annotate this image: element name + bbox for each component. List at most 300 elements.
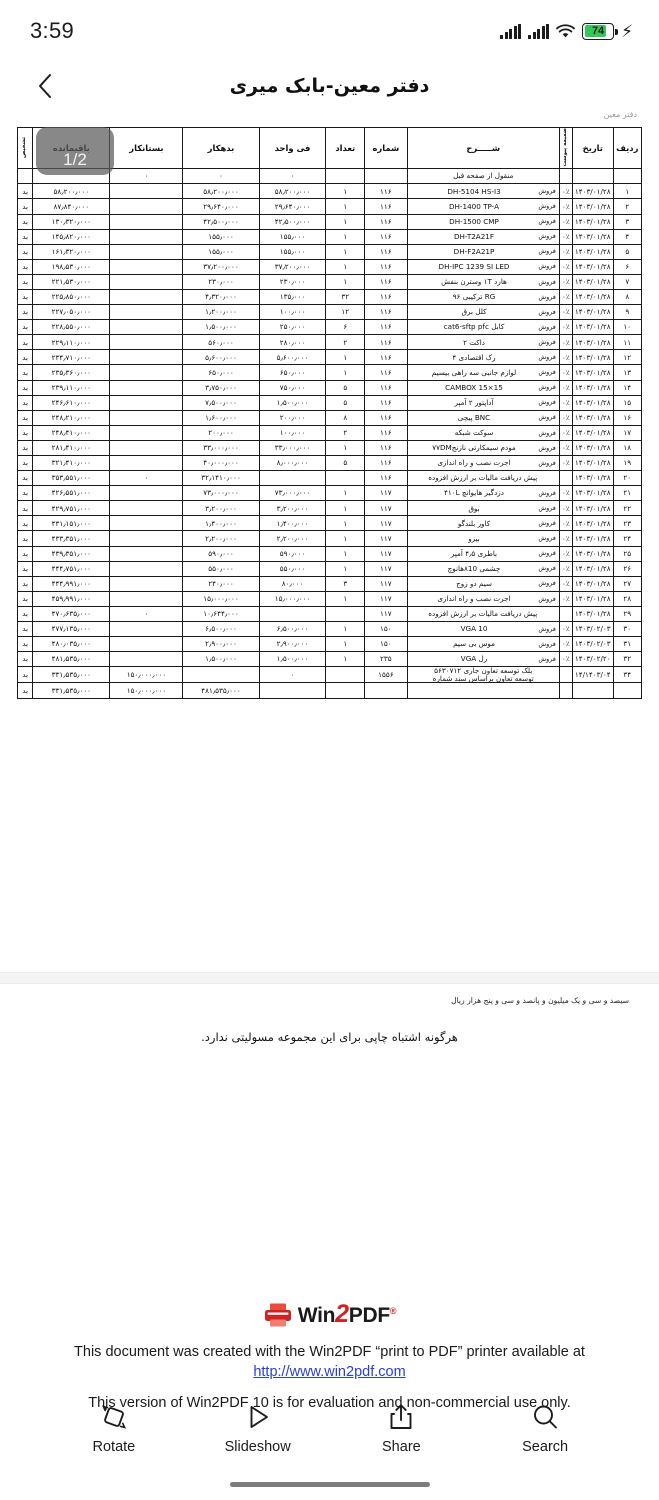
cell-tashkhis: بد <box>18 214 33 229</box>
cell-tedad: ٢ <box>326 425 365 440</box>
sale-tag: فروش <box>538 247 556 256</box>
header-shomare: شماره <box>365 128 408 169</box>
cell-radif: ۶ <box>613 259 641 274</box>
cell-tedad: ١ <box>326 199 365 214</box>
cell-tarikh: ١۴٠٣/٠١/٢٨ <box>573 606 614 621</box>
cell-zamime: ٪٠ <box>559 516 572 531</box>
cell-fi: ٧۵٠٫٠٠٠ <box>259 380 326 395</box>
table-row <box>18 320 642 335</box>
cell-sharh <box>407 395 559 410</box>
cell-fi: ۴٢٫۵٠٠٫٠٠٠ <box>259 214 326 229</box>
cell-bedehkar: ۵۵٠٫٠٠٠ <box>183 561 259 576</box>
cell-bedehkar <box>183 667 259 683</box>
cell-tashkhis: بد <box>18 425 33 440</box>
cell-tedad: ١ <box>326 229 365 244</box>
cell-baghimande: ٢٣٩٫١١٠٫٠٠٠ <box>33 380 110 395</box>
totals-row <box>18 683 642 698</box>
sharh-text: CAMBOX 15×15 <box>445 382 503 392</box>
cell-shomare: ١١۶ <box>365 471 408 486</box>
cell-radif: ١٧ <box>613 425 641 440</box>
cell-tarikh: ١۴٠٣/٠١/٢٨ <box>573 591 614 606</box>
cell-shomare: ١١۶ <box>365 184 408 199</box>
status-bar <box>0 0 659 62</box>
cell-sharh <box>407 244 559 259</box>
header-zamime: ضمیمه پیوست <box>559 128 572 169</box>
document-viewer[interactable] <box>0 110 659 1044</box>
sharh-text: داکت ٢ <box>463 337 485 347</box>
cell-tarikh: ١۴٠٣/٠١/٢٨ <box>573 471 614 486</box>
cell-tashkhis: بد <box>18 335 33 350</box>
cell-bestankar <box>110 365 183 380</box>
cell-baghimande: ٢٢٧٫٠۵٠٫٠٠٠ <box>33 305 110 320</box>
cell-fi: ٢٩٫۶۴٠٫٠٠٠ <box>259 199 326 214</box>
cell-shomare: ١١۶ <box>365 259 408 274</box>
cell-baghimande: ٣٣١٫۵٣۵٫٠٠٠ <box>33 667 110 683</box>
cell-fi: ٨٠٫٠٠٠ <box>259 576 326 591</box>
cell-radif: ٢١ <box>613 486 641 501</box>
brand-prefix: Win <box>297 1304 336 1327</box>
table-row <box>18 622 642 637</box>
cell-tashkhis: بد <box>18 652 33 667</box>
sharh-text: چشمی ٨10هانوچ <box>447 563 501 573</box>
page-indicator-badge: 1/2 <box>36 127 114 175</box>
carry-bestankar: ٠ <box>110 169 183 184</box>
sale-tag: فروش <box>538 217 556 226</box>
cell-tedad: ١ <box>326 546 365 561</box>
registered-mark: ® <box>389 1306 397 1316</box>
cell-tedad: ١ <box>326 486 365 501</box>
cell-tashkhis: بد <box>18 516 33 531</box>
cell-zamime: ٪٠ <box>559 365 572 380</box>
cell-shomare: ١١۶ <box>365 214 408 229</box>
cell-fi: ١٫۴٠٠٫٠٠٠ <box>259 516 326 531</box>
cell-baghimande: ۴۵٩٫٩٩١٫٠٠٠ <box>33 591 110 606</box>
cell-sharh <box>407 531 559 546</box>
cell-sharh <box>407 516 559 531</box>
cell-fi: ٢۵٠٫٠٠٠ <box>259 320 326 335</box>
sale-tag: فروش <box>538 322 556 331</box>
cell-shomare: ١١٧ <box>365 531 408 546</box>
cell-zamime: ٪٠ <box>559 274 572 289</box>
cell-radif: ١٠ <box>613 320 641 335</box>
cell-zamime: ٪٠ <box>559 501 572 516</box>
ledger-table <box>17 127 642 699</box>
table-row <box>18 410 642 425</box>
cell-tashkhis: بد <box>18 395 33 410</box>
cell-sharh <box>407 591 559 606</box>
total-tarikh <box>573 683 614 698</box>
cell-bestankar <box>110 184 183 199</box>
sharh-text: DH-T2A21F <box>453 231 495 241</box>
section-divider <box>0 972 659 984</box>
cell-zamime: ٪٠ <box>559 546 572 561</box>
cell-sharh <box>407 214 559 229</box>
cell-bedehkar: ١٫٢٠٠٫٠٠٠ <box>183 305 259 320</box>
cell-bestankar <box>110 214 183 229</box>
cell-tashkhis: بد <box>18 637 33 652</box>
cell-tashkhis: بد <box>18 365 33 380</box>
cell-baghimande: ۴٨٠٫٠٣۵٫٠٠٠ <box>33 637 110 652</box>
cell-bestankar <box>110 305 183 320</box>
sharh-text: رک اقتصادی ۴ <box>452 352 496 362</box>
cell-bestankar <box>110 395 183 410</box>
cell-sharh <box>407 546 559 561</box>
cell-shomare: ١۵٠ <box>365 622 408 637</box>
cell-sharh <box>407 410 559 425</box>
cell-fi: ١٠٠٫٠٠٠ <box>259 425 326 440</box>
cell-radif: ٧ <box>613 274 641 289</box>
cell-shomare: ١١٧ <box>365 606 408 621</box>
cell-tashkhis: بد <box>18 622 33 637</box>
cell-zamime: ٪٠ <box>559 335 572 350</box>
cell-tashkhis: بد <box>18 591 33 606</box>
cell-tarikh: ١۴٠٣/٠١/٢٨ <box>573 440 614 455</box>
cell-radif: ٢٠ <box>613 471 641 486</box>
table-row <box>18 214 642 229</box>
sharh-text: بیزو <box>468 533 480 543</box>
sale-tag: فروش <box>538 307 556 316</box>
cell-bestankar: ١۵٠٫٠٠٠٫٠٠٠ <box>110 667 183 683</box>
cell-bestankar <box>110 456 183 471</box>
sharh-text: سوکت شبکه <box>454 428 494 438</box>
cell-baghimande: ۵٨٫٢٠٠٫٠٠٠ <box>33 184 110 199</box>
sale-tag: فروش <box>538 187 556 195</box>
header-tarikh: تاریخ <box>573 128 614 169</box>
cell-zamime: ٪٠ <box>559 576 572 591</box>
cell-fi: ١۵۵٫٠٠٠ <box>259 244 326 259</box>
cell-baghimande: ٢٣۵٫٣۶٠٫٠٠٠ <box>33 365 110 380</box>
cell-tarikh: ١۴٠٣/٠١/٢٨ <box>573 410 614 425</box>
cell-baghimande: ٢٢۵٫٨۵٠٫٠٠٠ <box>33 289 110 304</box>
battery-icon <box>582 23 614 40</box>
cell-baghimande: ۴٢٩٫٧۵١٫٠٠٠ <box>33 501 110 516</box>
cell-fi: ۵٫۶٠٠٫٠٠٠ <box>259 350 326 365</box>
back-button[interactable] <box>30 71 60 101</box>
header-fi: فی واحد <box>259 128 326 169</box>
search-button[interactable] <box>499 1402 591 1455</box>
cell-tashkhis: بد <box>18 456 33 471</box>
cell-baghimande: ۴۴۴٫٧۵١٫٠٠٠ <box>33 561 110 576</box>
cell-zamime: ٪٠ <box>559 561 572 576</box>
cell-tarikh: ١۴٠٣/٠١/٢٨ <box>573 546 614 561</box>
cell-radif: ٢٢ <box>613 501 641 516</box>
cell-shomare: ١١۶ <box>365 320 408 335</box>
sharh-text: کلل برق <box>461 307 487 317</box>
share-button[interactable] <box>355 1402 447 1455</box>
cell-sharh <box>407 289 559 304</box>
cell-tarikh: ١۴٠٣/٠١/٢٨ <box>573 561 614 576</box>
sharh-text: DH-IPC 1239 SI LED <box>438 262 510 272</box>
cell-baghimande: ١۴۵٫٨٢٠٫٠٠٠ <box>33 229 110 244</box>
cell-sharh <box>407 199 559 214</box>
cell-tarikh: ١۴٠٣/٠١/٢٨ <box>573 456 614 471</box>
header-tashkhis: تشخیص <box>18 128 33 169</box>
share-upload-icon <box>386 1402 416 1432</box>
sale-tag: فروش <box>538 488 556 497</box>
sale-tag: فروش <box>538 337 556 346</box>
total-fi <box>259 683 326 698</box>
cell-sharh <box>407 380 559 395</box>
cell-shomare: ١١۶ <box>365 289 408 304</box>
cell-baghimande: ٨٧٫٨۴٠٫٠٠٠ <box>33 199 110 214</box>
sharh-text: DH-1500 CMP <box>449 216 499 226</box>
table-row <box>18 637 642 652</box>
cell-baghimande: ۴٨١٫۵٣۵٫٠٠٠ <box>33 652 110 667</box>
cell-zamime: ٪٠ <box>559 320 572 335</box>
cell-radif: ٩ <box>613 305 641 320</box>
cell-radif: ٢٨ <box>613 591 641 606</box>
cell-sharh <box>407 501 559 516</box>
cell-baghimande: ٢۴٨٫۴١٠٫٠٠٠ <box>33 425 110 440</box>
cell-bedehkar: ١۵۵٫٠٠٠ <box>183 229 259 244</box>
sale-tag: فروش <box>538 202 556 211</box>
cell-radif: ٣٢ <box>613 652 641 667</box>
cell-tashkhis: بد <box>18 305 33 320</box>
sharh-text: کاور بلندگو <box>457 518 491 528</box>
cell-tedad: ١ <box>326 531 365 546</box>
carry-bedehkar: ٠ <box>183 169 259 184</box>
cell-tarikh: ١۴٠٣/٠١/٢٨ <box>573 350 614 365</box>
sale-tag: فروش <box>538 564 556 573</box>
cell-tashkhis: بد <box>18 576 33 591</box>
cell-bedehkar: ١٫۵٠٠٫٠٠٠ <box>183 652 259 667</box>
sale-tag: فروش <box>538 639 556 648</box>
cell-bestankar <box>110 274 183 289</box>
cell-tarikh: ١۴٠٣/٠١/٢٨ <box>573 244 614 259</box>
cell-tedad <box>326 606 365 621</box>
cell-radif: ١۴ <box>613 380 641 395</box>
cell-tashkhis: بد <box>18 606 33 621</box>
cell-radif: ٨ <box>613 289 641 304</box>
cell-bestankar <box>110 350 183 365</box>
cell-tedad: ١ <box>326 516 365 531</box>
cell-tedad: ١ <box>326 622 365 637</box>
table-row <box>18 606 642 621</box>
cell-bedehkar: ۵٩٠٫٠٠٠ <box>183 546 259 561</box>
sharh-text: سیم دو زوج <box>456 579 492 589</box>
cell-bedehkar: ١٫۶٠٠٫٠٠٠ <box>183 410 259 425</box>
cell-shomare: ١١٧ <box>365 546 408 561</box>
cell-tashkhis: بد <box>18 486 33 501</box>
cell-tashkhis: بد <box>18 199 33 214</box>
cell-shomare: ١١۶ <box>365 410 408 425</box>
sharh-text: مودم سیمکارتی نازنج٧٧DM <box>432 443 516 453</box>
cell-tarikh: ١۴٠٣/٠٢/٠٣ <box>573 637 614 652</box>
cell-radif: ١۶ <box>613 410 641 425</box>
cell-bedehkar: ٢٫٩٠٠٫٠٠٠ <box>183 637 259 652</box>
cell-shomare: ١١٧ <box>365 576 408 591</box>
table-row <box>18 244 642 259</box>
cell-tedad: ١ <box>326 214 365 229</box>
slideshow-label: Slideshow <box>224 1438 291 1455</box>
cell-shomare: ١١٧ <box>365 561 408 576</box>
cell-bestankar <box>110 486 183 501</box>
cell-tedad: ١ <box>326 184 365 199</box>
rotate-label: Rotate <box>92 1438 136 1455</box>
cell-shomare: ١١۶ <box>365 395 408 410</box>
cell-zamime: ٪٠ <box>559 350 572 365</box>
cell-bedehkar: ١٫۴٠٠٫٠٠٠ <box>183 516 259 531</box>
cell-bedehkar: ١۵٫٠٠٠٫٠٠٠ <box>183 591 259 606</box>
cell-tashkhis: بد <box>18 667 33 683</box>
table-row <box>18 184 642 199</box>
cell-baghimande: ٢٢٨٫۵۵٠٫٠٠٠ <box>33 320 110 335</box>
cell-fi: ٣٧٫٢٠٠٫٠٠٠ <box>259 259 326 274</box>
cell-bedehkar: ۵۶٠٫٠٠٠ <box>183 335 259 350</box>
slideshow-button[interactable] <box>212 1402 304 1455</box>
cell-fi: ۵٩٠٫٠٠٠ <box>259 546 326 561</box>
cell-bestankar <box>110 516 183 531</box>
cell-radif: ٣۴ <box>613 667 641 683</box>
cell-sharh <box>407 486 559 501</box>
carry-fi: ٠ <box>259 169 326 184</box>
nav-bar <box>0 62 659 110</box>
header-tedad: تعداد <box>326 128 365 169</box>
cell-fi: ٠ <box>259 667 326 683</box>
cell-baghimande: ١٩٨٫۵٣٠٫٠٠٠ <box>33 259 110 274</box>
cell-shomare: ١١۶ <box>365 335 408 350</box>
cell-tedad: ١ <box>326 365 365 380</box>
table-row <box>18 501 642 516</box>
cell-bedehkar: ١۵۵٫٠٠٠ <box>183 244 259 259</box>
cell-shomare: ١١٧ <box>365 516 408 531</box>
printing-disclaimer: هرگونه اشتباه چاپی برای این مجموعه مسولیتی ندارد. <box>201 1030 458 1044</box>
cell-shomare: ١۵٠ <box>365 637 408 652</box>
cell-tashkhis: بد <box>18 380 33 395</box>
total-sharh <box>407 683 559 698</box>
cell-tedad: ١٢ <box>326 305 365 320</box>
cell-radif: ١ <box>613 184 641 199</box>
cell-sharh <box>407 667 559 683</box>
sale-tag: فروش <box>538 413 556 422</box>
cell-fi: ۵٨٫٢٠٠٫٠٠٠ <box>259 184 326 199</box>
cell-baghimande: ١٣٠٫٣٢٠٫٠٠٠ <box>33 214 110 229</box>
cell-bedehkar: ٣٢٫١۴١٠٫٠٠٠ <box>183 471 259 486</box>
cell-tedad: ١ <box>326 350 365 365</box>
cell-tedad: ٢ <box>326 335 365 350</box>
cell-shomare: ١١٧ <box>365 591 408 606</box>
cell-zamime: ٪٠ <box>559 214 572 229</box>
cell-zamime: ٪٠ <box>559 456 572 471</box>
rotate-button[interactable] <box>68 1402 160 1455</box>
cell-tedad: ١ <box>326 244 365 259</box>
cell-tashkhis: بد <box>18 259 33 274</box>
table-row <box>18 289 642 304</box>
battery-level: 74 <box>591 24 605 37</box>
win2pdf-link[interactable]: http://www.win2pdf.com <box>253 1364 406 1381</box>
cell-bestankar <box>110 622 183 637</box>
cell-sharh <box>407 637 559 652</box>
sharh-text: پیش دریافت مالیات بر ارزش افزوده <box>428 609 538 619</box>
cell-baghimande: ٣۵٣٫۵۵١٫٠٠٠ <box>33 471 110 486</box>
cell-radif: ٢۵ <box>613 546 641 561</box>
cell-tedad: ١ <box>326 501 365 516</box>
cell-bedehkar: ۴٫٣٢٠٫٠٠٠ <box>183 289 259 304</box>
cell-baghimande: ٢۴۶٫۶١٠٫٠٠٠ <box>33 395 110 410</box>
cell-tarikh: ١۴٠٣/٠١/٢٨ <box>573 516 614 531</box>
table-row <box>18 350 642 365</box>
cell-shomare: ١١۶ <box>365 350 408 365</box>
cell-bestankar <box>110 652 183 667</box>
cell-fi: ١۵۵٫٠٠٠ <box>259 229 326 244</box>
cell-tarikh: ١۴٠٣/٠١/٢٨ <box>573 486 614 501</box>
cell-baghimande: ٣٢١٫۴١٠٫٠٠٠ <box>33 456 110 471</box>
cell-tarikh: ١۴٠٣/٠١/٢٨ <box>573 380 614 395</box>
cell-fi: ۶۵٠٫٠٠٠ <box>259 365 326 380</box>
table-row <box>18 365 642 380</box>
bank-sharh-line-1: بلک توسعه تعاون جاری ۵۶٣٠٧١٢ <box>434 666 533 676</box>
status-time: 3:59 <box>30 18 75 43</box>
cell-tarikh: ١۴٠٣/٠١/٢٨ <box>573 289 614 304</box>
cell-tashkhis: بد <box>18 289 33 304</box>
table-row <box>18 259 642 274</box>
cell-zamime: ٪٠ <box>559 229 572 244</box>
cell-tedad <box>326 667 365 683</box>
share-label: Share <box>382 1438 421 1455</box>
table-row <box>18 576 642 591</box>
cell-zamime: ٪٠ <box>559 259 572 274</box>
cell-tedad <box>326 471 365 486</box>
cell-bedehkar: ٢٫٢٠٠٫٠٠٠ <box>183 531 259 546</box>
cell-baghimande: ١۶١٫٣٢٠٫٠٠٠ <box>33 244 110 259</box>
cell-bestankar <box>110 199 183 214</box>
table-row <box>18 440 642 455</box>
cell-shomare: ١١۶ <box>365 440 408 455</box>
sale-tag: فروش <box>538 654 556 663</box>
cell-sharh <box>407 184 559 199</box>
cell-bestankar <box>110 561 183 576</box>
cell-bedehkar: ١٫۵٠٠٫٠٠٠ <box>183 320 259 335</box>
cell-baghimande: ۴٣٩٫٣۵١٫٠٠٠ <box>33 546 110 561</box>
cell-sharh <box>407 622 559 637</box>
cell-fi: ١٣۵٫٠٠٠ <box>259 289 326 304</box>
cell-fi: ۵۵٠٫٠٠٠ <box>259 561 326 576</box>
cell-sharh <box>407 335 559 350</box>
cell-fi <box>259 606 326 621</box>
home-indicator[interactable] <box>230 1482 430 1487</box>
cell-tashkhis: بد <box>18 440 33 455</box>
cell-bestankar <box>110 380 183 395</box>
cell-tarikh: ١۴٠٣/٠۴/١۴ <box>573 667 614 683</box>
cell-tedad: ١ <box>326 561 365 576</box>
sale-tag: فروش <box>538 534 556 543</box>
cell-tashkhis: بد <box>18 561 33 576</box>
total-tedad <box>326 683 365 698</box>
sale-tag: فروش <box>538 353 556 362</box>
cell-bestankar <box>110 531 183 546</box>
cell-sharh <box>407 365 559 380</box>
cell-fi: ١٫۵٠٠٫٠٠٠ <box>259 395 326 410</box>
header-sharh: شـــــرح <box>407 128 559 169</box>
cell-zamime: ٪٠ <box>559 591 572 606</box>
cell-fi: ١٫۵٠٠٫٠٠٠ <box>259 652 326 667</box>
cell-shomare: ١١۶ <box>365 229 408 244</box>
sale-tag: فروش <box>538 383 556 392</box>
sale-tag: فروش <box>538 428 556 437</box>
cell-radif: ۵ <box>613 244 641 259</box>
total-tashkhis: بد <box>18 683 33 698</box>
cell-fi: ٢٣٠٫٠٠٠ <box>259 274 326 289</box>
cell-zamime <box>559 667 572 683</box>
watermark-line-2: This version of Win2PDF 10 is for evaluation and non-commercial use only. <box>88 1395 571 1412</box>
cell-shomare: ١١۶ <box>365 244 408 259</box>
cell-bedehkar: ۶٫۵٠٠٫٠٠٠ <box>183 622 259 637</box>
cell-fi: ٢٫٢٠٠٫٠٠٠ <box>259 531 326 546</box>
cell-sharh <box>407 350 559 365</box>
cell-radif: ٢٩ <box>613 606 641 621</box>
cell-bedehkar: ٣٫٢٠٠٫٠٠٠ <box>183 501 259 516</box>
cell-shomare: ١١۶ <box>365 380 408 395</box>
